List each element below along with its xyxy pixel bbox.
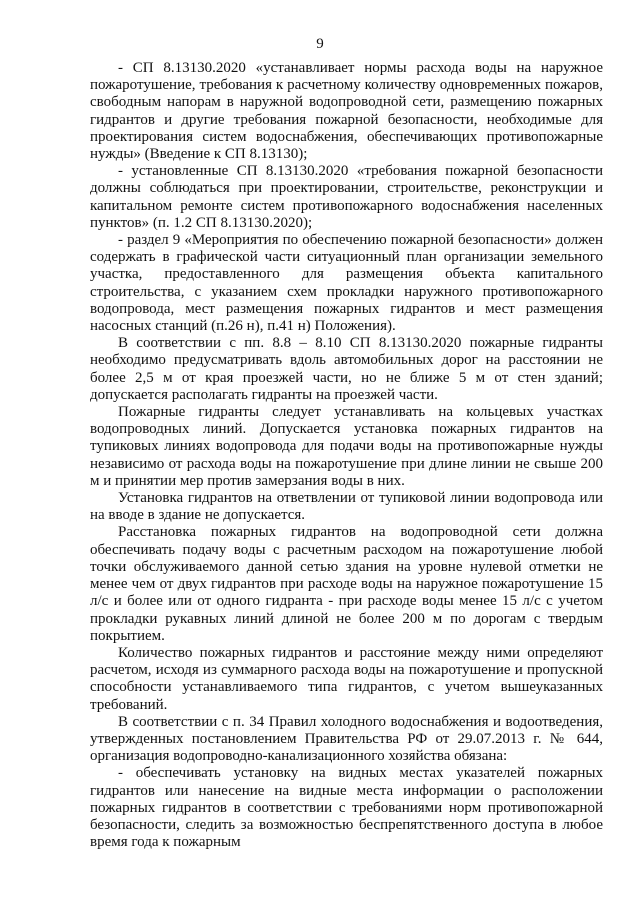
paragraph-sp-norms: - СП 8.13130.2020 «устанавливает нормы расхода воды на наружное пожаротушение, требования к расчетному количеству одновременных пожаров, свободным напорам в наружной водопроводной сети, размещению пожарных гидрантов и другие требования пожарной безопасности, необходимые для проектирования систем водоснабжения, обеспечивающих противопожарные нужды» (Введение к СП 8.13130); [90, 60, 603, 163]
paragraph-branch-prohibition: Установка гидрантов на ответвлении от тупиковой линии водопровода или на вводе в здание не допускается. [90, 490, 603, 524]
paragraph-hydrant-placement: В соответствии с пп. 8.8 – 8.10 СП 8.13130.2020 пожарные гидранты необходимо предусматривать вдоль автомобильных дорог на расстоянии не более 2,5 м от края проезжей части, но не ближе 5 м от стен зданий; допускается располагать гидранты на проезжей части. [90, 335, 603, 403]
document-body [90, 60, 603, 851]
page-number: 9 [316, 36, 324, 52]
paragraph-sp-requirements: - установленные СП 8.13130.2020 «требования пожарной безопасности должны соблюдаться при проектировании, строительстве, реконструкции и капитальном ремонте систем противопожарного водоснабжения населенных пунктов» (п. 1.2 СП 8.13130.2020); [90, 163, 603, 231]
paragraph-ring-sections: Пожарные гидранты следует устанавливать на кольцевых участках водопроводных линий. Допускается установка пожарных гидрантов на тупиковых линиях водопровода для подачи воды на противопожарные нужды независимо от расхода воды на пожаротушение при длине линии не свыше 200 м и принятии мер против замерзания воды в них. [90, 404, 603, 489]
paragraph-section-9: - раздел 9 «Мероприятия по обеспечению пожарной безопасности» должен содержать в графической части ситуационный план организации земельного участка, предоставленного для размещения объекта капитального строительства, с указанием схем прокладки наружного противопожарного водопровода, мест размещения пожарных гидрантов и мест размещения насосных станций (п.26 н), п.41 н) Положения). [90, 232, 603, 335]
paragraph-rules-34: В соответствии с п. 34 Правил холодного водоснабжения и водоотведения, утвержденных постановлением Правительства РФ от 29.07.2013 г. № 644, организация водопроводно-канализационного хозяйства обязана: [90, 713, 603, 765]
paragraph-hydrant-count: Количество пожарных гидрантов и расстояние между ними определяют расчетом, исходя из суммарного расхода воды на пожаротушение и пропускной способности устанавливаемого типа гидрантов, с учетом вышеуказанных требований. [90, 644, 603, 713]
paragraph-hydrant-distribution: Расстановка пожарных гидрантов на водопроводной сети должна обеспечивать подачу воды с расчетным расходом на пожаротушение любой точки обслуживаемого данной сетью здания на уровне нулевой отметки не менее чем от двух гидрантов при расходе воды на наружное пожаротушение 15 л/с и более или от одного гидранта - при расходе воды менее 15 л/с с учетом прокладки рукавных линий длиной не более 200 м по дорогам с твердым покрытием. [90, 524, 603, 644]
paragraph-signage-obligation: - обеспечивать установку на видных местах указателей пожарных гидрантов или нанесение на видные места информации о расположении пожарных гидрантов в соответствии с требованиями норм противопожарной безопасности, следить за возможностью беспрепятственного доступа в любое время года к пожарным [90, 765, 603, 851]
